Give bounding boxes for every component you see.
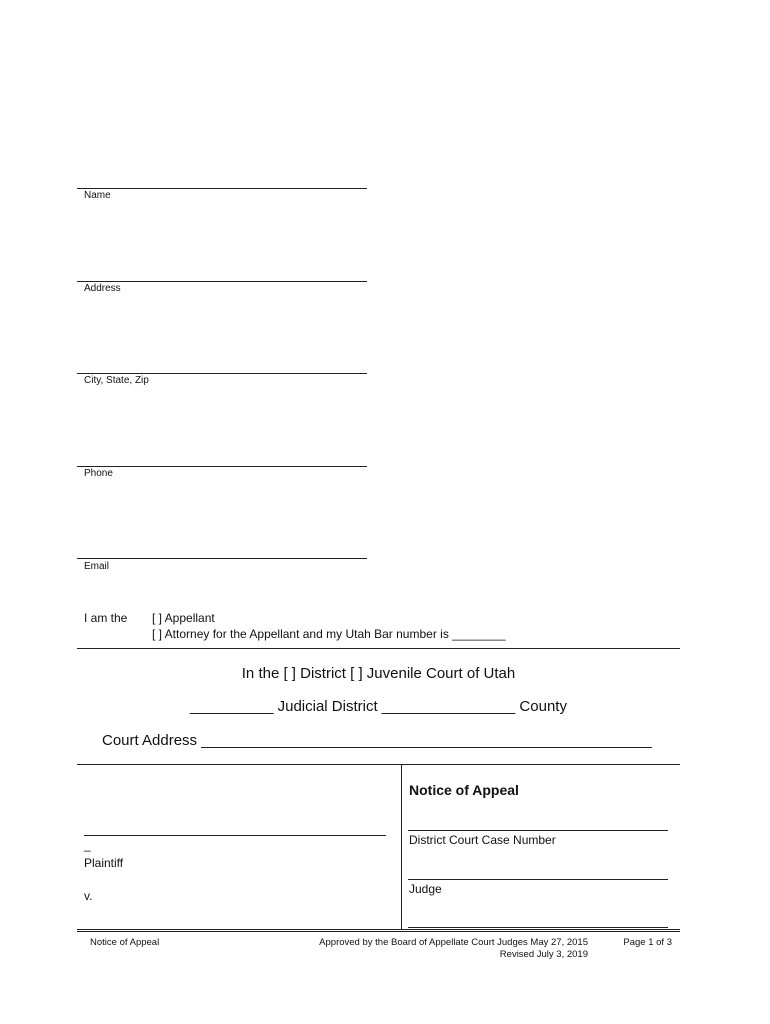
caption-divider: [401, 764, 402, 929]
address-label: Address: [84, 283, 121, 294]
plaintiff-label: Plaintiff: [84, 856, 124, 870]
versus-text: v.: [84, 889, 93, 903]
commissioner-line[interactable]: [408, 927, 668, 928]
name-label: Name: [84, 190, 111, 201]
caption-bottom-border-double: [77, 931, 680, 932]
email-label: Email: [84, 561, 110, 572]
address-line[interactable]: [77, 281, 367, 282]
section-divider: [77, 648, 680, 649]
notice-of-appeal-title: Notice of Appeal: [409, 782, 519, 798]
city-state-zip-line[interactable]: [77, 373, 367, 374]
email-line[interactable]: [77, 558, 367, 559]
footer-form-title: Notice of Appeal: [90, 937, 160, 948]
city-state-zip-label: City, State, Zip: [84, 375, 149, 386]
court-address-line[interactable]: Court Address ______________________________________________________: [102, 732, 652, 749]
role-intro: I am the: [84, 611, 128, 625]
phone-line[interactable]: [77, 466, 367, 467]
case-number-label: District Court Case Number: [409, 833, 556, 847]
plaintiff-underscore: _: [84, 838, 91, 852]
judge-line[interactable]: [408, 879, 668, 880]
plaintiff-name-line[interactable]: [84, 835, 386, 836]
footer-page-number: Page 1 of 3: [623, 937, 672, 948]
footer-approval: Approved by the Board of Appellate Court Judges May 27, 2015: [319, 937, 588, 948]
attorney-checkbox-option[interactable]: [ ] Attorney for the Appellant and my Utah Bar number is ________: [152, 627, 506, 641]
judicial-district-county-line[interactable]: __________ Judicial District ________________ County: [190, 698, 567, 715]
name-line[interactable]: [77, 188, 367, 189]
appellant-checkbox-option[interactable]: [ ] Appellant: [152, 611, 215, 625]
footer-revised: Revised July 3, 2019: [499, 949, 588, 960]
judge-label: Judge: [409, 882, 442, 896]
caption-top-border: [77, 764, 680, 765]
phone-label: Phone: [84, 468, 113, 479]
court-selection-line[interactable]: In the [ ] District [ ] Juvenile Court of Utah: [241, 665, 516, 682]
caption-bottom-border: [77, 929, 680, 930]
case-number-line[interactable]: [408, 830, 668, 831]
